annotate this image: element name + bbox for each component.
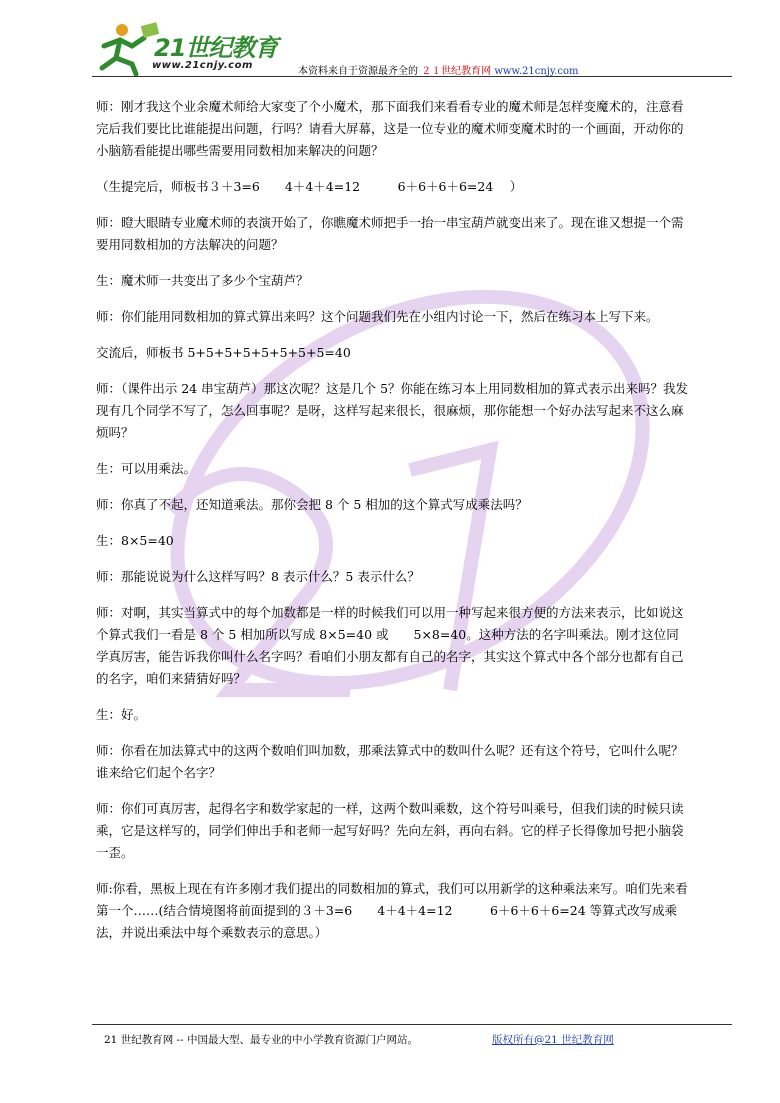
document-body — [96, 96, 690, 958]
footer-divider — [92, 1024, 732, 1025]
paragraph: 师：（课件出示 24 串宝葫芦）那这次呢？这是几个 5？你能在练习本上用同数相加的算式表示出来吗？我发现有几个同学不写了，怎么回事呢？是呀，这样写起来很长，很麻烦，那你能想一个好办法写起来不这么麻烦吗？ — [96, 381, 689, 440]
logo-url: www.21cnjy.com — [152, 60, 253, 71]
paragraph: 生：魔术师一共变出了多少个宝葫芦？ — [96, 273, 309, 288]
paragraph: 师：那能说说为什么这样写吗？8 表示什么？5 表示什么？ — [96, 569, 420, 584]
paragraph: 交流后，师板书 5+5+5+5+5+5+5+5=40 — [96, 345, 351, 360]
copyright-link[interactable]: 版权所有@21 世纪教育网 — [492, 1034, 614, 1046]
footer-text: 21 世纪教育网 -- 中国最大型、最专业的中小学教育资源门户网站。 — [104, 1034, 418, 1046]
paragraph: 师：你们可真厉害，起得名字和数学家起的一样，这两个数叫乘数，这个符号叫乘号，但我们读的时候只读乘，它是这样写的，同学们伸出手和老师一起写好吗？先向左斜，再向右斜。它的样子长得像加号把小脑袋一歪。 — [96, 801, 684, 860]
source-prefix: 本资料来自于资源最齐全的 — [298, 66, 418, 77]
paragraph: 师：瞪大眼睛专业魔术师的表演开始了，你瞧魔术师把手一抬一串宝葫芦就变出来了。现在谁又想提一个需要用同数相加的方法解决的问题？ — [96, 215, 684, 252]
page-header — [92, 20, 732, 80]
paragraph: 生：好。 — [96, 707, 147, 722]
source-note — [298, 62, 579, 77]
source-url-link[interactable]: www.21cnjy.com — [494, 66, 579, 77]
paragraph: 师：你看在加法算式中的这两个数咱们叫加数，那乘法算式中的数叫什么呢？还有这个符号，它叫什么呢？谁来给它们起个名字？ — [96, 743, 684, 780]
paragraph: 师：你真了不起，还知道乘法。那你会把 8 个 5 相加的这个算式写成乘法吗？ — [96, 497, 528, 512]
paragraph: 师：刚才我这个业余魔术师给大家变了个小魔术，那下面我们来看看专业的魔术师是怎样变魔术的，注意看完后我们要比比谁能提出问题，行吗？请看大屏幕，这是一位专业的魔术师变魔术时的一个画面，开动你的小脑筋看能提出哪些需要用同数相加来解决的问题？ — [96, 99, 684, 158]
paragraph: 生：8×5=40 — [96, 533, 174, 548]
logo-text: 21世纪教育 — [154, 34, 278, 62]
paragraph: 师：你们能用同数相加的算式算出来吗？这个问题我们先在小组内讨论一下，然后在练习本上写下来。 — [96, 309, 659, 324]
site-logo — [92, 20, 292, 76]
paragraph: 生：可以用乘法。 — [96, 461, 197, 476]
paragraph: （生提完后，师板书３＋3=6 4＋4＋4=12 6＋6＋6＋6=24 ） — [96, 179, 523, 194]
header-divider — [92, 76, 732, 77]
paragraph: 师：对啊，其实当算式中的每个加数都是一样的时候我们可以用一种写起来很方便的方法来表示，比如说这个算式我们一看是 8 个 5 相加所以写成 8×5=40 或 5×8=40。这种方法的名字叫乘法。刚才这位同学真厉害，能告诉我你叫什么名字吗？看咱们小朋友都有自己的名字，其实这个算式中各个部分也都有自己的名字，咱们来猜猜好吗？ — [96, 605, 684, 686]
paragraph: 师:你看，黑板上现在有许多刚才我们提出的同数相加的算式，我们可以用新学的这种乘法来写。咱们先来看第一个……(结合情境图将前面提到的３＋3=6 4＋4＋4=12 6＋6＋6＋6=24 等算式改写成乘法，并说出乘法中每个乘数表示的意思。） — [96, 881, 688, 940]
source-site-link[interactable]: ２１世纪教育网 — [421, 66, 492, 77]
